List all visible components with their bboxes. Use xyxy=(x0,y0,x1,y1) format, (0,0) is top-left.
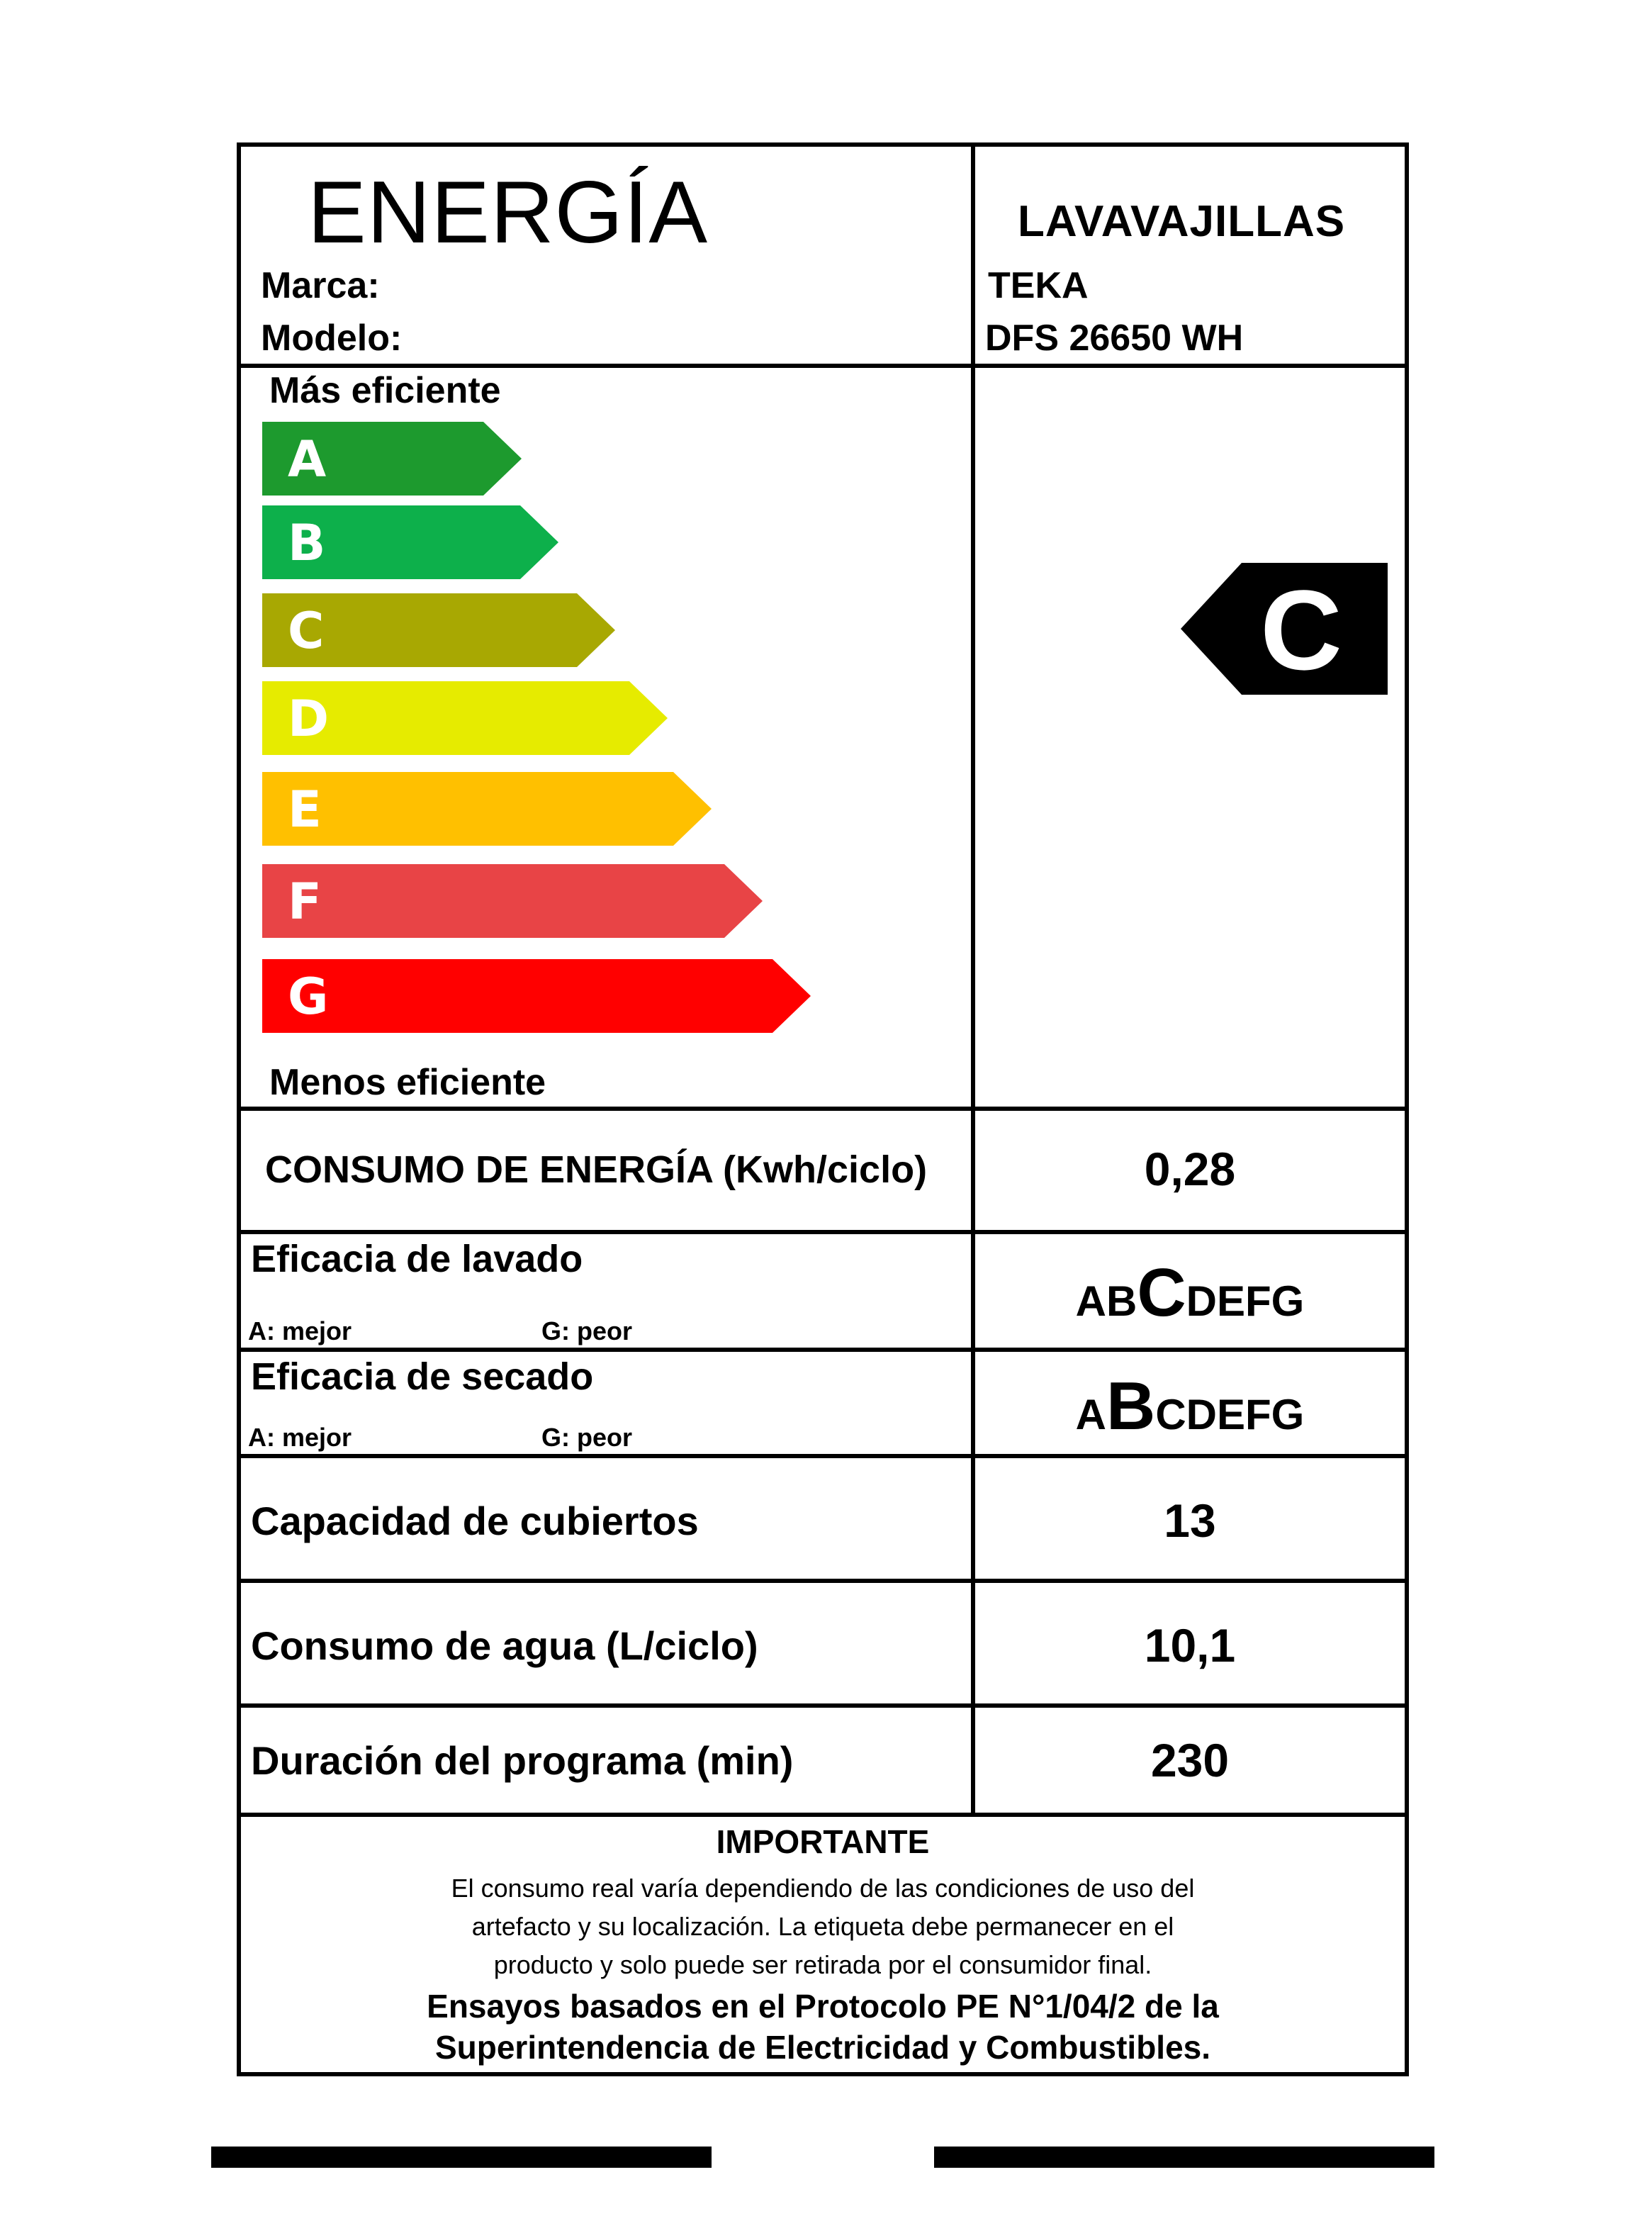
divider xyxy=(241,1107,1405,1111)
washing-worst-label: G: peor xyxy=(541,1316,633,1345)
energy-class-indicator xyxy=(1181,563,1388,695)
brand-label: Marca: xyxy=(261,265,380,306)
efficiency-class-letter: C xyxy=(288,602,325,660)
brand-value: TEKA xyxy=(988,265,1089,306)
indicator-arrow-icon xyxy=(1181,563,1388,695)
column-divider xyxy=(971,147,975,1813)
arrow-body xyxy=(262,959,772,1033)
energy-class-letter: C xyxy=(1260,566,1342,693)
model-value: DFS 26650 WH xyxy=(985,318,1244,359)
capacity-value: 13 xyxy=(1164,1494,1216,1547)
divider xyxy=(241,1813,1405,1817)
arrow-body xyxy=(262,864,724,938)
divider xyxy=(241,1348,1405,1352)
water-consumption-label: Consumo de agua (L/ciclo) xyxy=(251,1623,758,1668)
efficiency-class-letter: F xyxy=(288,873,322,931)
scale-letters: CDEFG xyxy=(1155,1391,1305,1438)
scale-letters: DEFG xyxy=(1186,1277,1305,1325)
less-efficient-label: Menos eficiente xyxy=(269,1062,546,1103)
efficiency-class-letter: D xyxy=(288,690,330,748)
important-text: artefacto y su localización. La etiqueta debe permanecer en el xyxy=(471,1912,1174,1941)
arrow-tip xyxy=(629,681,668,755)
energy-consumption-value: 0,28 xyxy=(1144,1143,1236,1195)
selected-class: C xyxy=(1137,1255,1186,1331)
scale-letters: A xyxy=(1075,1391,1106,1438)
divider xyxy=(241,1703,1405,1708)
divider xyxy=(241,1230,1405,1234)
divider xyxy=(241,1579,1405,1583)
washing-best-label: A: mejor xyxy=(248,1316,352,1345)
program-duration-value: 230 xyxy=(1150,1734,1230,1786)
drying-best-label: A: mejor xyxy=(248,1423,352,1452)
arrow-tip xyxy=(520,505,558,579)
protocol-text: Superintendencia de Electricidad y Combustibles. xyxy=(434,2029,1211,2066)
energy-consumption-label: CONSUMO DE ENERGÍA (Kwh/ciclo) xyxy=(265,1148,928,1191)
drying-efficacy-scale xyxy=(975,1367,1405,1445)
divider xyxy=(241,364,1405,368)
arrow-tip xyxy=(577,593,615,667)
energy-label xyxy=(237,142,1409,2076)
important-text: El consumo real varía dependiendo de las condiciones de uso del xyxy=(451,1874,1195,1903)
arrow-tip xyxy=(724,864,763,938)
arrow-tip xyxy=(483,422,522,496)
drying-efficacy-label: Eficacia de secado xyxy=(251,1355,594,1398)
drying-worst-label: G: peor xyxy=(541,1423,633,1452)
label-title: ENERGÍA xyxy=(308,164,709,262)
water-consumption-value: 10,1 xyxy=(1144,1619,1236,1672)
selected-class: B xyxy=(1106,1368,1156,1444)
more-efficient-label: Más eficiente xyxy=(269,370,501,411)
efficiency-class-letter: G xyxy=(288,968,329,1026)
model-label: Modelo: xyxy=(261,318,403,359)
bottom-bar-right xyxy=(934,2147,1434,2168)
important-title: IMPORTANTE xyxy=(716,1823,930,1860)
bottom-bar-left xyxy=(211,2147,712,2168)
washing-efficacy-label: Eficacia de lavado xyxy=(251,1238,583,1280)
efficiency-class-letter: E xyxy=(288,780,322,839)
important-text: producto y solo puede ser retirada por el consumidor final. xyxy=(493,1950,1152,1979)
efficiency-class-letter: B xyxy=(288,514,326,572)
washing-efficacy-scale xyxy=(975,1254,1405,1332)
arrow-tip xyxy=(673,772,712,846)
protocol-text: Ensayos basados en el Protocolo PE N°1/04/2 de la xyxy=(427,1988,1219,2025)
efficiency-class-letter: A xyxy=(288,430,327,488)
arrow-body xyxy=(262,772,673,846)
arrow-tip xyxy=(772,959,811,1033)
capacity-label: Capacidad de cubiertos xyxy=(251,1499,699,1543)
scale-letters: AB xyxy=(1075,1277,1137,1325)
program-duration-label: Duración del programa (min) xyxy=(251,1738,794,1783)
appliance-type: LAVAVAJILLAS xyxy=(1018,197,1346,246)
divider xyxy=(241,1454,1405,1458)
